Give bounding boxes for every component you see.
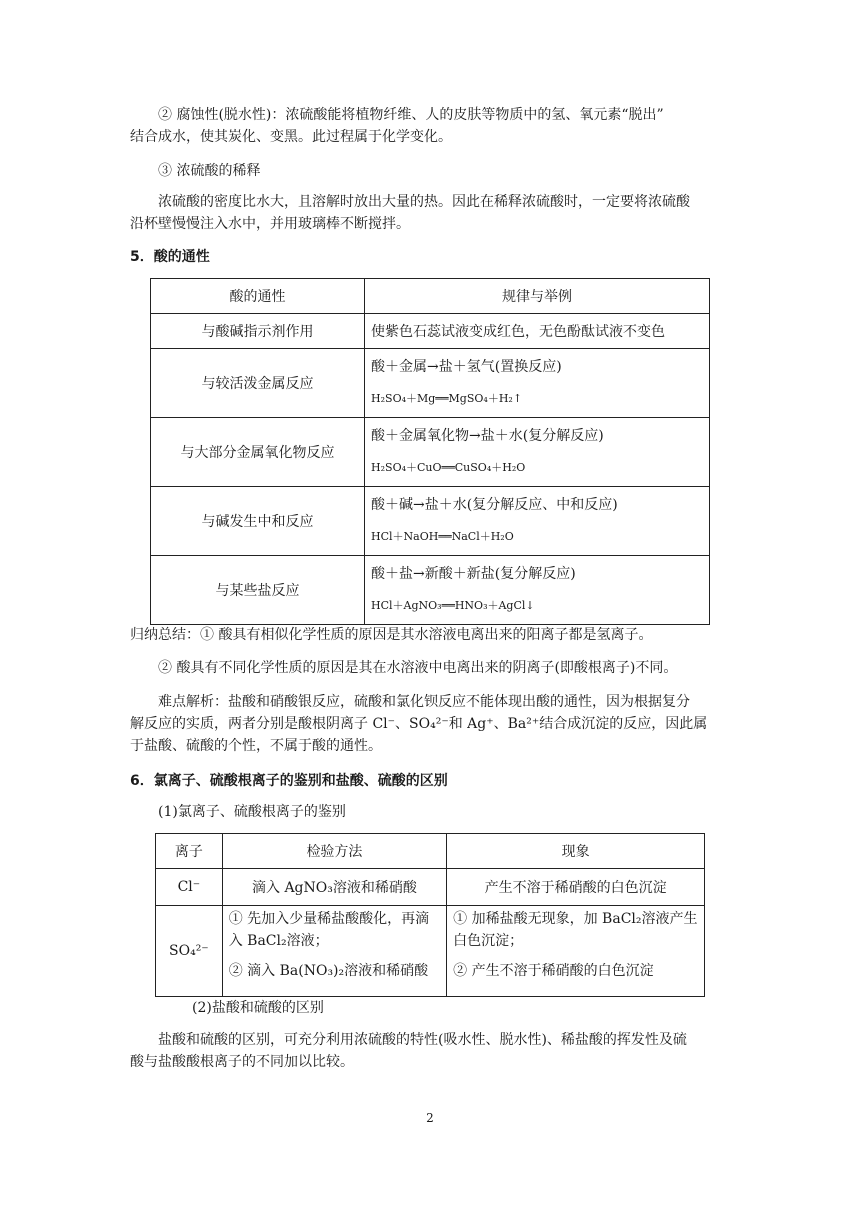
table-row (156, 906, 705, 997)
method-line: ② 滴入 Ba(NO₃)₂溶液和稀硝酸 (228, 963, 429, 979)
rule-cell: 使紫色石蕊试液变成红色，无色酚酞试液不变色 (365, 314, 710, 349)
difference-line1: 盐酸和硫酸的区别，可充分利用浓硫酸的特性(吸水性、脱水性)、稀盐酸的挥发性及硫 (158, 1032, 687, 1048)
acid-properties-table (150, 278, 710, 625)
header-property: 酸的通性 (151, 279, 365, 314)
method-line: ① 先加入少量稀盐酸酸化，再滴入 BaCl₂溶液； (228, 911, 430, 949)
property-cell: 与酸碱指示剂作用 (151, 314, 365, 349)
rule-text: 酸＋碱→盐＋水(复分解反应、中和反应) (371, 497, 618, 513)
header-ion: 离子 (156, 834, 223, 869)
ion-cell: Cl⁻ (156, 869, 223, 906)
table-row (151, 314, 710, 349)
table-row (151, 349, 710, 418)
table-row (156, 869, 705, 906)
paragraph-corrosive-line2: 结合成水，使其炭化、变黑。此过程属于化学变化。 (130, 129, 452, 145)
table-row (151, 487, 710, 556)
summary-line1: 归纳总结：① 酸具有相似化学性质的原因是其水溶液电离出来的阳离子都是氢离子。 (130, 627, 653, 643)
rule-cell (365, 556, 710, 625)
property-cell: 与大部分金属氧化物反应 (151, 418, 365, 487)
summary-line2: ② 酸具有不同化学性质的原因是其在水溶液中电离出来的阴离子(即酸根离子)不同。 (158, 660, 678, 676)
difficulty-line3: 于盐酸、硫酸的个性，不属于酸的通性。 (130, 738, 382, 754)
paragraph-dilution-heading: ③ 浓硫酸的稀释 (158, 163, 261, 179)
page-number: 2 (426, 1111, 434, 1125)
phenomenon-line: ① 加稀盐酸无现象，加 BaCl₂溶液产生白色沉淀； (453, 911, 698, 949)
difference-line2: 酸与盐酸酸根离子的不同加以比较。 (130, 1054, 354, 1070)
rule-text: 酸＋金属氧化物→盐＋水(复分解反应) (371, 428, 604, 444)
rule-text: 酸＋金属→盐＋氢气(置换反应) (371, 359, 562, 375)
property-cell: 与某些盐反应 (151, 556, 365, 625)
rule-cell (365, 487, 710, 556)
subsection-2-title: (2)盐酸和硫酸的区别 (192, 1000, 324, 1016)
table-header-row (156, 834, 705, 869)
paragraph-dilution-line1: 浓硫酸的密度比水大，且溶解时放出大量的热。因此在稀释浓硫酸时，一定要将浓硫酸 (158, 194, 690, 210)
method-cell: 滴入 AgNO₃溶液和稀硝酸 (222, 869, 446, 906)
equation-text: H₂SO₄＋CuO══CuSO₄＋H₂O (371, 461, 526, 474)
equation-text: HCl＋NaOH══NaCl＋H₂O (371, 530, 514, 543)
phenomenon-cell: 产生不溶于稀硝酸的白色沉淀 (447, 869, 705, 906)
ion-identification-table (155, 833, 705, 997)
rule-text: 酸＋盐→新酸＋新盐(复分解反应) (371, 566, 576, 582)
phenomenon-cell (447, 906, 705, 997)
equation-text: H₂SO₄＋Mg══MgSO₄＋H₂↑ (371, 392, 523, 405)
rule-cell (365, 349, 710, 418)
header-phenomenon: 现象 (447, 834, 705, 869)
property-cell: 与碱发生中和反应 (151, 487, 365, 556)
section-6-title: 6．氯离子、硫酸根离子的鉴别和盐酸、硫酸的区别 (130, 773, 448, 789)
subsection-1-title: (1)氯离子、硫酸根离子的鉴别 (158, 804, 346, 820)
table-row (151, 418, 710, 487)
difficulty-line2: 解反应的实质，两者分别是酸根阴离子 Cl⁻、SO₄²⁻和 Ag⁺、Ba²⁺结合成沉淀的反应，因此属 (130, 716, 708, 732)
difficulty-line1: 难点解析：盐酸和硝酸银反应，硫酸和氯化钡反应不能体现出酸的通性，因为根据复分 (158, 694, 690, 710)
property-cell: 与较活泼金属反应 (151, 349, 365, 418)
rule-cell (365, 418, 710, 487)
header-rule: 规律与举例 (365, 279, 710, 314)
table-header-row (151, 279, 710, 314)
paragraph-dilution-line2: 沿杯壁慢慢注入水中，并用玻璃棒不断搅拌。 (130, 216, 410, 232)
method-cell (222, 906, 446, 997)
equation-text: HCl＋AgNO₃══HNO₃＋AgCl↓ (371, 599, 535, 612)
table-row (151, 556, 710, 625)
header-method: 检验方法 (222, 834, 446, 869)
ion-cell: SO₄²⁻ (156, 906, 223, 997)
phenomenon-line: ② 产生不溶于稀硝酸的白色沉淀 (453, 963, 654, 979)
paragraph-corrosive-line1: ② 腐蚀性(脱水性)：浓硫酸能将植物纤维、人的皮肤等物质中的氢、氧元素“脱出” (158, 107, 664, 123)
section-5-title: 5．酸的通性 (130, 249, 210, 265)
